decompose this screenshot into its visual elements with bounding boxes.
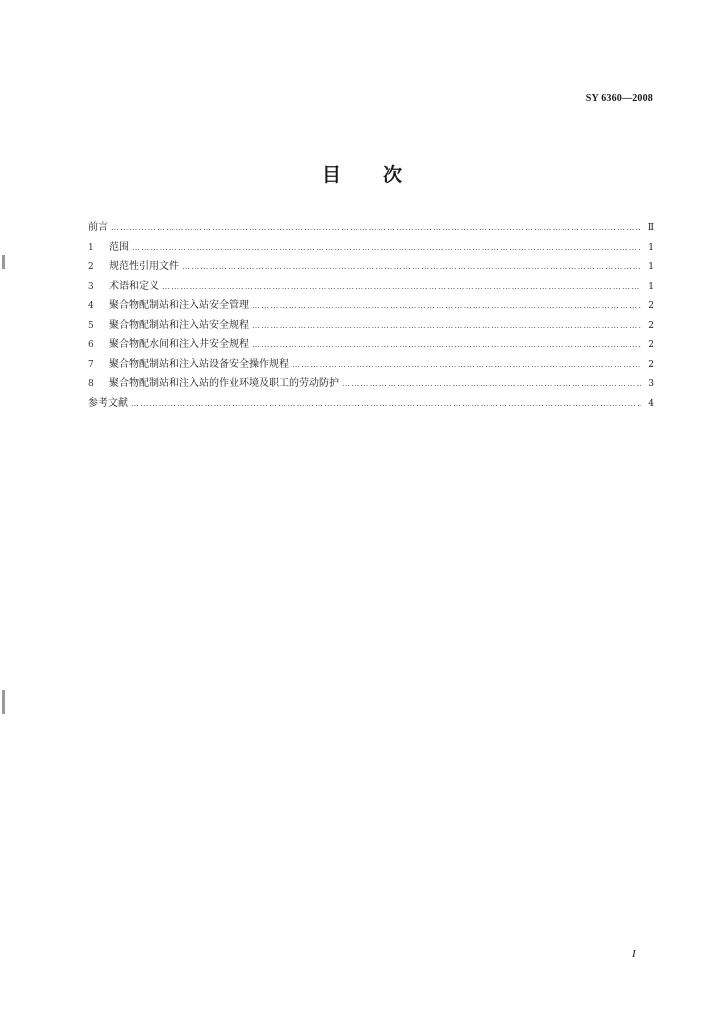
toc-entry-page: 4: [648, 398, 654, 409]
toc-entry-number: 4: [88, 301, 94, 311]
toc-entry-4[interactable]: [88, 296, 654, 316]
toc-entry-number: 7: [88, 359, 94, 370]
toc-leader-dots: [182, 257, 641, 277]
toc-leader-dots: [342, 374, 641, 394]
scan-margin-mark: [2, 690, 5, 714]
toc-entry-page: 2: [648, 320, 654, 331]
toc-leader-dots: [132, 238, 641, 258]
toc-leader-dots: [162, 277, 641, 297]
toc-entry-foreword[interactable]: [88, 218, 654, 238]
toc-leader-dots: [131, 394, 641, 414]
toc-entry-6[interactable]: [88, 335, 654, 355]
toc-title: [0, 160, 724, 187]
toc-entry-7[interactable]: [88, 355, 654, 375]
toc-entry-3[interactable]: [88, 277, 654, 297]
toc-leader-dots: [111, 218, 641, 238]
toc-entry-number: 1: [88, 242, 94, 253]
toc-entry-number: 6: [88, 340, 94, 350]
table-of-contents: [88, 218, 654, 413]
toc-entry-page: Ⅱ: [647, 223, 654, 233]
toc-entry-label: 聚合物配制站和注入站安全管理: [109, 300, 249, 311]
page-number: I: [632, 948, 636, 960]
toc-entry-label: 术语和定义: [109, 280, 159, 292]
toc-entry-label: 前言: [88, 222, 108, 233]
toc-entry-page: 2: [648, 359, 654, 370]
toc-entry-page: 3: [648, 379, 654, 389]
toc-entry-label: 聚合物配制站和注入站的作业环境及职工的劳动防护: [109, 378, 339, 389]
document-code: SY 6360—2008: [585, 93, 653, 104]
toc-entry-1[interactable]: [88, 238, 654, 258]
toc-entry-page: 1: [648, 281, 654, 292]
toc-entry-label: 范围: [109, 241, 129, 253]
toc-leader-dots: [252, 316, 641, 336]
toc-entry-label: 规范性引用文件: [109, 261, 179, 272]
toc-entry-5[interactable]: [88, 316, 654, 336]
toc-entry-label: 聚合物配水间和注入井安全规程: [109, 339, 249, 350]
toc-leader-dots: [252, 296, 641, 316]
toc-entry-label: 参考文献: [88, 397, 128, 409]
toc-entry-number: 5: [88, 320, 94, 331]
toc-title-char: 次: [383, 164, 403, 186]
toc-leader-dots: [292, 355, 641, 375]
toc-entry-label: 聚合物配制站和注入站安全规程: [109, 319, 249, 331]
scan-margin-mark: [2, 255, 5, 269]
toc-entry-page: 2: [648, 301, 654, 311]
toc-entry-number: 8: [88, 379, 94, 389]
toc-entry-8[interactable]: [88, 374, 654, 394]
toc-entry-page: 1: [648, 262, 654, 272]
toc-entry-page: 2: [648, 340, 654, 350]
toc-entry-2[interactable]: [88, 257, 654, 277]
toc-leader-dots: [252, 335, 641, 355]
toc-entry-references[interactable]: [88, 394, 654, 414]
toc-entry-page: 1: [648, 242, 654, 253]
toc-title-char: 目: [321, 164, 341, 186]
toc-entry-label: 聚合物配制站和注入站设备安全操作规程: [109, 358, 289, 370]
toc-entry-number: 2: [88, 262, 94, 272]
toc-entry-number: 3: [88, 281, 94, 292]
